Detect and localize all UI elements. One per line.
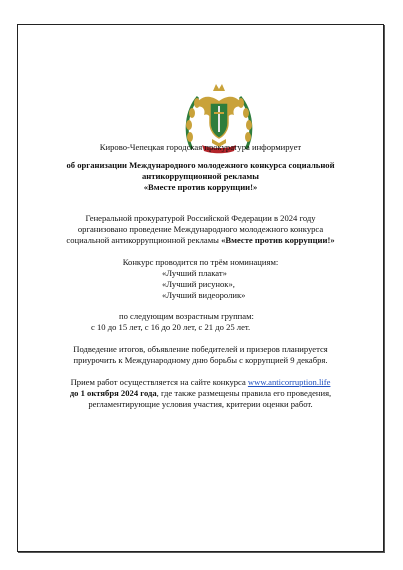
title-line-2: антикоррупционной рекламы [142,171,259,181]
nomination-item: «Лучший видеоролик» [162,290,246,300]
document-page [17,24,384,552]
submission-line-2: до 1 октября 2024 года, где также размещены правила его проведения, [69,388,332,398]
informs-line: Кирово-Чепецкая городская прокуратура информирует [99,142,302,152]
age-groups: с 10 до 15 лет, с 16 до 20 лет, с 21 до 25 лет. [91,322,251,332]
ages-heading: по следующим возрастным группам: [119,311,254,321]
results-line-1: Подведение итогов, объявление победителей и призеров планируется [73,344,328,354]
title-line-1: об организации Международного молодежного конкурса социальной [66,160,335,170]
title-line-3: «Вместе против коррупции!» [143,182,258,192]
nomination-item: «Лучший плакат» [162,268,227,278]
intro-line-3: социальной антикоррупционной рекламы «Вместе против коррупции!» [66,235,335,245]
results-line-2: приурочить к Международному дню борьбы с коррупцией 9 декабря. [73,355,328,365]
nomination-item: «Лучший рисунок», [162,279,235,289]
contest-website-link[interactable]: www.anticorruption.life [247,377,331,387]
submission-line-1: Прием работ осуществляется на сайте конкурса www.anticorruption.life [70,377,331,387]
submission-line-3: регламентирующие условия участия, критерии оценки работ. [88,399,313,409]
intro-line-2: организовано проведение Международного молодежного конкурса [77,224,324,234]
deadline: до 1 октября 2024 года [69,388,157,398]
intro-line-1: Генеральной прокуратурой Российской Федерации в 2024 году [85,213,316,223]
nominations-heading: Конкурс проводится по трём номинациям: [122,257,279,267]
contest-name: «Вместе против коррупции!» [221,235,335,245]
